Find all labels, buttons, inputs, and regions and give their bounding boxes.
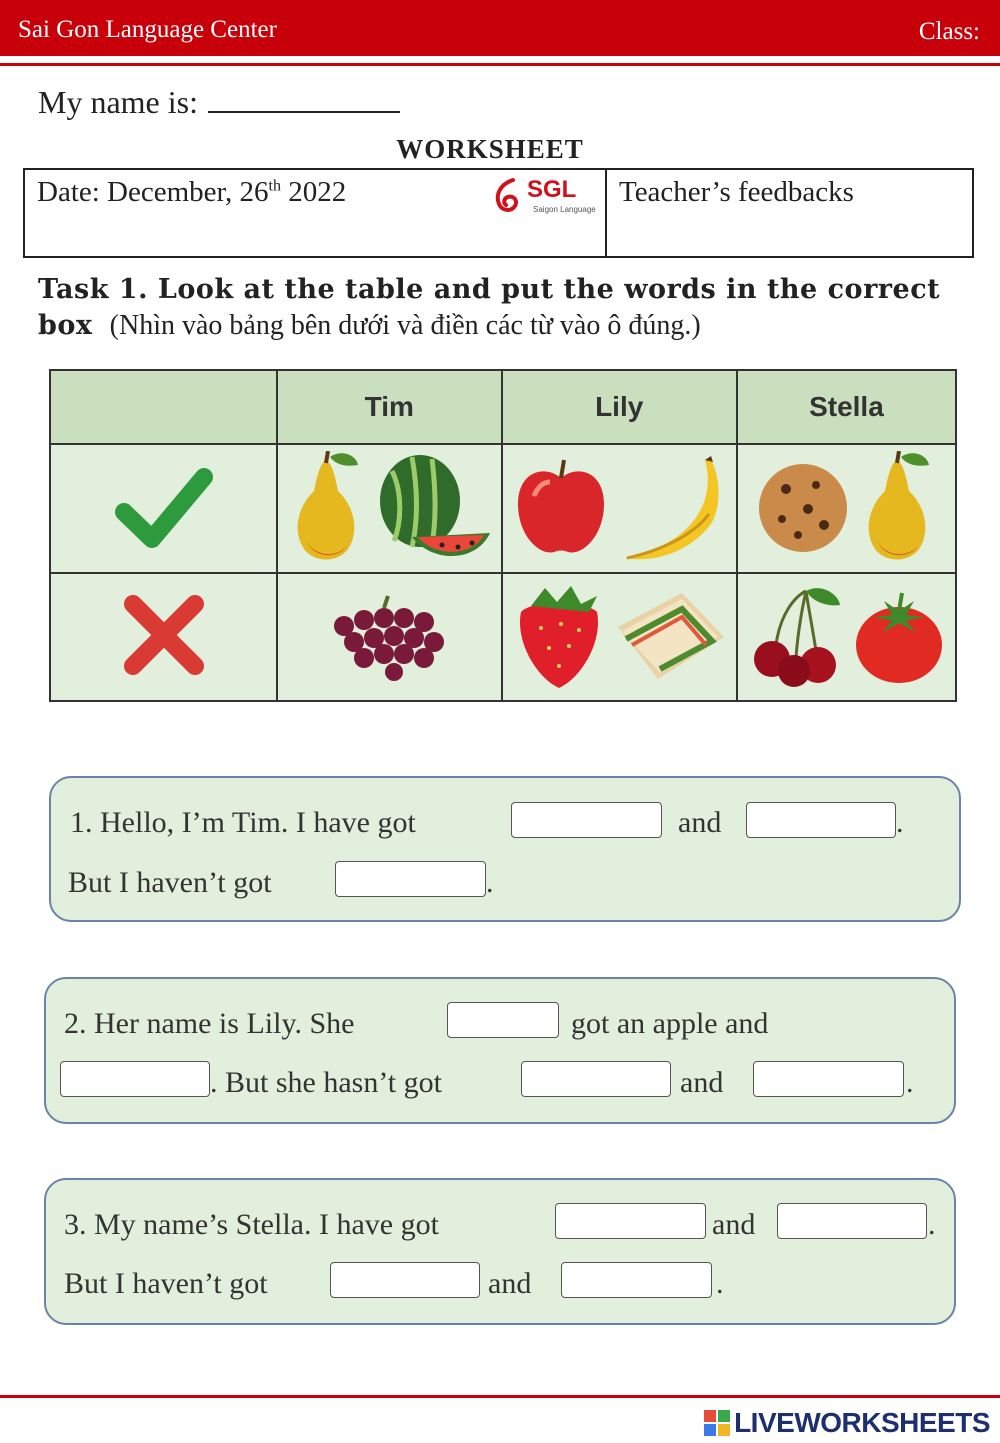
cross-cell	[50, 573, 277, 701]
s2-period: .	[906, 1066, 914, 1099]
banana-icon	[615, 454, 725, 564]
s1-answer-3[interactable]	[335, 861, 486, 897]
s1-period-1: .	[896, 806, 904, 839]
name-label: My name is:	[38, 84, 198, 120]
date-suffix: th	[268, 177, 281, 195]
lily-likes-cell	[502, 444, 737, 573]
header-divider	[0, 63, 1000, 66]
task-vn: (Nhìn vào bảng bên dưới và điền các từ vào ô đúng.)	[109, 310, 701, 341]
s1-answer-1[interactable]	[511, 802, 662, 838]
stella-likes-cell	[737, 444, 956, 573]
s2-answer-4[interactable]	[753, 1061, 904, 1097]
s3-text-a: 3. My name’s Stella. I have got	[64, 1208, 439, 1241]
s2-answer-1[interactable]	[447, 1002, 559, 1038]
s2-answer-3[interactable]	[521, 1061, 671, 1097]
lily-dislikes-cell	[502, 573, 737, 701]
s3-text-b: and	[712, 1208, 756, 1241]
sgl-logo	[491, 174, 601, 218]
name-row	[38, 84, 400, 121]
footer-divider	[0, 1395, 1000, 1398]
s2-text-b: got an apple and	[571, 1007, 769, 1040]
tim-likes-cell	[277, 444, 502, 573]
pear-icon	[857, 451, 937, 566]
task-title: Task 1. Look at the table and put the words in the correct box	[38, 274, 941, 341]
s3-text-d: and	[488, 1267, 532, 1300]
liveworksheets-icon	[704, 1410, 730, 1436]
s1-period-2: .	[486, 866, 494, 899]
apple-icon	[514, 456, 609, 561]
likes-row	[50, 444, 956, 573]
s1-text-b: and	[678, 806, 722, 839]
tomato-icon	[852, 587, 947, 687]
school-name: Sai Gon Language Center	[18, 16, 277, 43]
s2-text-c: . But she hasn’t got	[210, 1066, 442, 1099]
s3-text-c: But I haven’t got	[64, 1267, 268, 1300]
watermelon-icon	[372, 451, 492, 566]
food-table	[49, 369, 957, 702]
stella-dislikes-cell	[737, 573, 956, 701]
header-tim: Tim	[277, 370, 502, 444]
header-empty-cell	[50, 370, 277, 444]
s1-text-c: But I haven’t got	[68, 866, 272, 899]
liveworksheets-logo	[704, 1406, 990, 1440]
s3-answer-2[interactable]	[777, 1203, 927, 1239]
cherries-icon	[746, 585, 846, 690]
date-text	[37, 176, 346, 209]
s1-answer-2[interactable]	[746, 802, 896, 838]
task-instruction	[38, 272, 958, 344]
check-cell	[50, 444, 277, 573]
sentence-panel-1	[49, 776, 961, 922]
s2-text-d: and	[680, 1066, 724, 1099]
header-bar	[0, 0, 1000, 56]
s2-text-a: 2. Her name is Lily. She	[64, 1007, 355, 1040]
sentence-panel-2	[44, 977, 956, 1124]
s3-answer-4[interactable]	[561, 1262, 712, 1298]
date-year: 2022	[288, 176, 347, 208]
class-label: Class:	[918, 18, 980, 45]
header-lily: Lily	[502, 370, 737, 444]
name-blank[interactable]	[208, 87, 400, 113]
sentence-panel-3	[44, 1178, 956, 1325]
s3-answer-1[interactable]	[555, 1203, 706, 1239]
pear-icon	[286, 451, 366, 566]
feedback-label: Teacher’s feedbacks	[619, 176, 854, 208]
liveworksheets-text: LIVEWORKSHEETS	[734, 1407, 990, 1438]
sgl-swirl-icon	[491, 176, 525, 216]
worksheet-title: WORKSHEET	[396, 134, 584, 164]
s3-answer-3[interactable]	[330, 1262, 480, 1298]
check-icon	[114, 457, 214, 557]
strawberry-icon	[511, 582, 606, 692]
tim-dislikes-cell	[277, 573, 502, 701]
date-label: Date: December, 26	[37, 176, 269, 208]
cookie-icon	[756, 461, 851, 556]
cross-icon	[119, 590, 209, 680]
info-box	[23, 168, 974, 258]
header-stella: Stella	[737, 370, 956, 444]
s3-period-2: .	[716, 1267, 724, 1300]
s2-answer-2[interactable]	[60, 1061, 210, 1097]
logo-text: SGL	[527, 176, 577, 203]
s3-period-1: .	[928, 1208, 936, 1241]
info-divider	[605, 170, 607, 256]
s1-text-a: 1. Hello, I’m Tim. I have got	[70, 806, 416, 839]
dislikes-row	[50, 573, 956, 701]
grapes-icon	[324, 592, 454, 682]
logo-subtext: Saigon Language	[533, 205, 596, 214]
sandwich-icon	[612, 587, 727, 687]
table-header-row	[50, 370, 956, 444]
